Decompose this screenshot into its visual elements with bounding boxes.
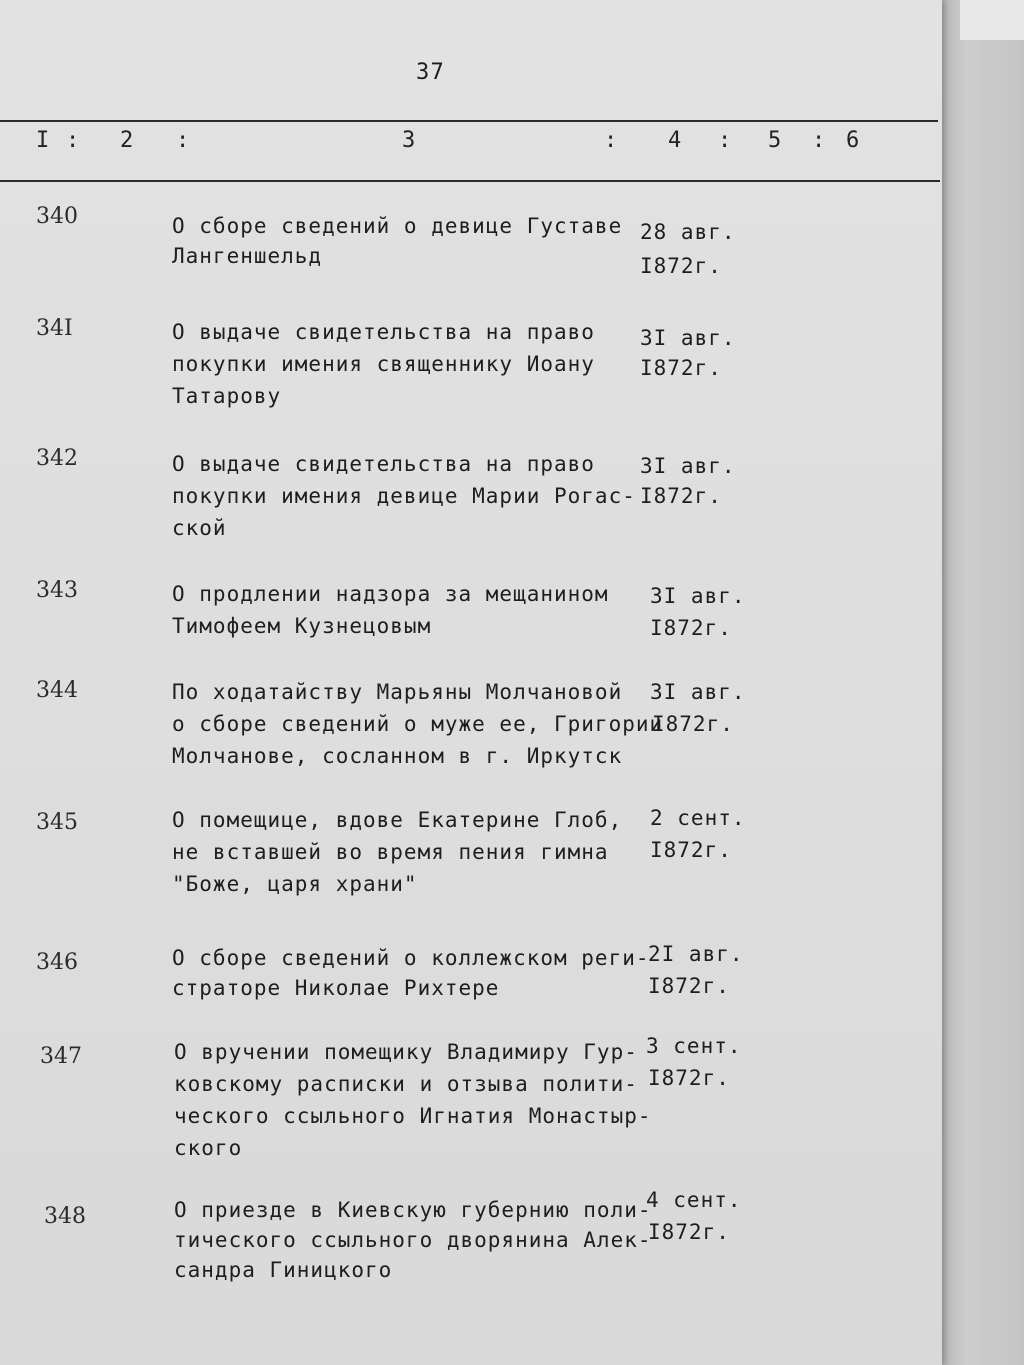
entry-text-line: О приезде в Киевскую губернию поли- xyxy=(174,1198,652,1222)
entry-number: 34I xyxy=(36,316,73,341)
entry-date-day: 3I авг. xyxy=(650,584,746,608)
entry-number: 340 xyxy=(36,204,78,229)
column-separator: : xyxy=(66,128,80,153)
entry-date-year: I872г. xyxy=(648,1220,730,1244)
column-header-6: 6 xyxy=(846,128,860,153)
entry-date-day: 28 авг. xyxy=(640,220,736,244)
entry-text-line: сандра Гиницкого xyxy=(174,1258,393,1282)
entry-date-year: I872г. xyxy=(650,838,732,862)
entry-date-day: 3I авг. xyxy=(640,454,736,478)
entry-text-line: О продлении надзора за мещанином xyxy=(172,582,609,606)
header-rule-bottom xyxy=(0,180,940,182)
column-separator: : xyxy=(812,128,826,153)
header-rule-top xyxy=(0,120,938,122)
entry-text-line: ковскому расписки и отзыва полити- xyxy=(174,1072,638,1096)
entry-text-line: О сборе сведений о коллежском реги- xyxy=(172,946,650,970)
entry-text-line: не вставшей во время пения гимна xyxy=(172,840,609,864)
entry-date-year: I872г. xyxy=(652,712,734,736)
entry-text-line: ской xyxy=(172,516,227,540)
entry-date-day: 2 сент. xyxy=(650,806,746,830)
entry-number: 343 xyxy=(36,578,78,603)
entry-text-line: Лангеншельд xyxy=(172,244,323,268)
column-separator: : xyxy=(604,128,618,153)
entry-text-line: О сборе сведений о девице Густаве xyxy=(172,214,623,238)
entry-text-line: О выдаче свидетельства на право xyxy=(172,320,595,344)
underlying-sheet xyxy=(940,0,1024,1365)
entry-text-line: "Боже, царя храни" xyxy=(172,872,418,896)
entry-date-year: I872г. xyxy=(640,356,722,380)
column-header-2: 2 xyxy=(120,128,134,153)
entry-text-line: покупки имения девице Марии Рогас- xyxy=(172,484,636,508)
entry-text-line: О помещице, вдове Екатерине Глоб, xyxy=(172,808,623,832)
entry-text-line: Молчанове, сосланном в г. Иркутск xyxy=(172,744,623,768)
entry-number: 342 xyxy=(36,446,78,471)
column-separator: : xyxy=(176,128,190,153)
entry-text-line: тического ссыльного дворянина Алек- xyxy=(174,1228,652,1252)
entry-number: 346 xyxy=(36,950,78,975)
entry-text-line: По ходатайству Марьяны Молчановой xyxy=(172,680,623,704)
entry-text-line: О выдаче свидетельства на право xyxy=(172,452,595,476)
entry-text-line: о сборе сведений о муже ее, Григории xyxy=(172,712,664,736)
entry-text-line: Тимофеем Кузнецовым xyxy=(172,614,432,638)
entry-date-day: 2I авг. xyxy=(648,942,744,966)
column-header-4: 4 xyxy=(668,128,682,153)
column-header-5: 5 xyxy=(768,128,782,153)
entry-date-day: 4 сент. xyxy=(646,1188,742,1212)
underlying-sheet-corner xyxy=(960,0,1024,40)
entry-number: 345 xyxy=(36,810,78,835)
entry-text-line: О вручении помещику Владимиру Гур- xyxy=(174,1040,638,1064)
entry-number: 348 xyxy=(44,1204,86,1229)
entry-date-day: 3I авг. xyxy=(650,680,746,704)
column-header-3: 3 xyxy=(402,128,416,153)
entry-date-day: 3I авг. xyxy=(640,326,736,350)
entry-date-year: I872г. xyxy=(648,974,730,998)
entry-text-line: Татарову xyxy=(172,384,282,408)
entry-date-year: I872г. xyxy=(650,616,732,640)
entry-text-line: покупки имения священнику Иоану xyxy=(172,352,595,376)
entry-number: 344 xyxy=(36,678,78,703)
entry-date-year: I872г. xyxy=(640,254,722,278)
entry-date-year: I872г. xyxy=(648,1066,730,1090)
entry-date-year: I872г. xyxy=(640,484,722,508)
column-separator: : xyxy=(718,128,732,153)
entry-text-line: ческого ссыльного Игнатия Монастыр- xyxy=(174,1104,652,1128)
column-header-1: I xyxy=(36,128,50,153)
entry-number: 347 xyxy=(40,1044,82,1069)
entry-text-line: ского xyxy=(174,1136,243,1160)
entry-text-line: страторе Николае Рихтере xyxy=(172,976,500,1000)
entry-date-day: 3 сент. xyxy=(646,1034,742,1058)
page-number: 37 xyxy=(416,60,445,85)
